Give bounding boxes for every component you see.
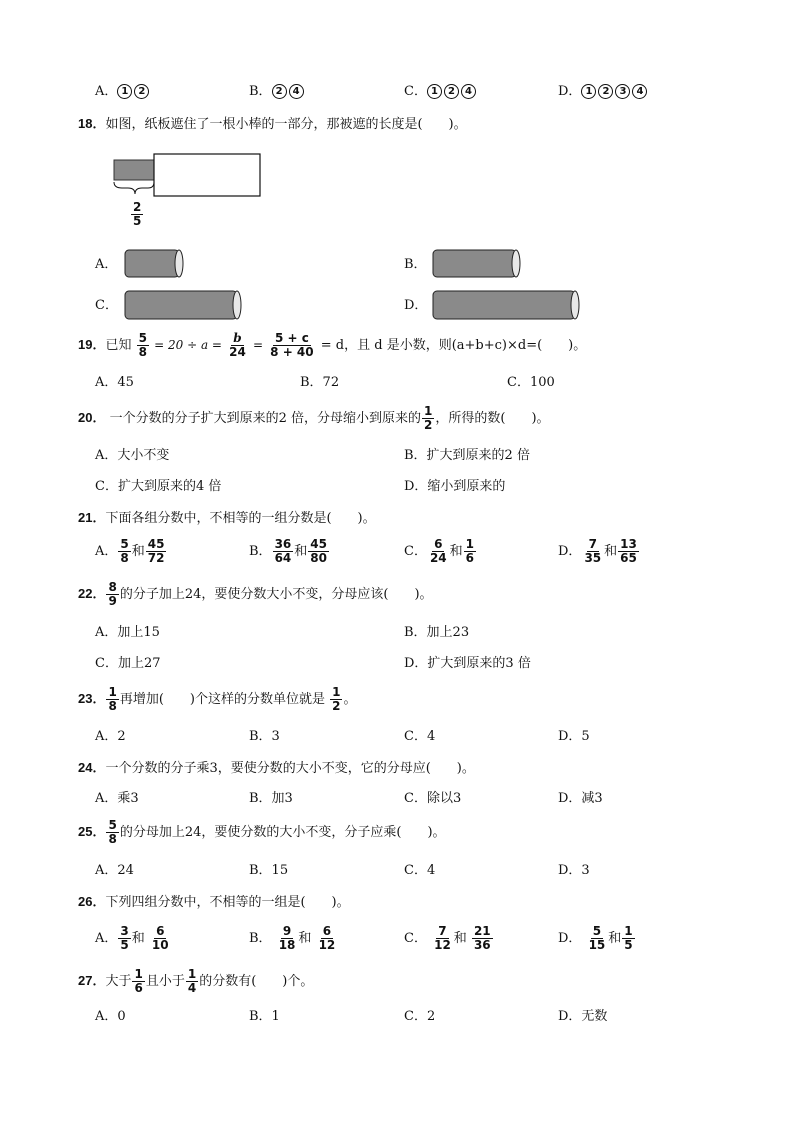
fraction: $\frac{5 + c}{8 + 40}$: [270, 331, 314, 359]
q20-option-c[interactable]: C．扩大到原来的4 倍: [95, 479, 222, 494]
q25-option-c[interactable]: C．4: [404, 863, 436, 878]
q27-option-c[interactable]: C．2: [404, 1009, 436, 1024]
q22-option-d[interactable]: D．扩大到原来的3 倍: [404, 656, 531, 671]
q26-option-b[interactable]: B． $\frac{9}{18}$ 和 $\frac{6}{12}$: [249, 924, 336, 952]
q19-stem: 19．已知 $\frac{5}{8}$ = 20 ÷ a = $\frac{b}{24}$ = $\frac{5 + c}{8 + 40}$ = d，且 d 是小数，则(a+b+c)×d=( )。: [78, 331, 587, 359]
q21-stem: 21．下面各组分数中，不相等的一组分数是( )。: [78, 510, 376, 526]
option-label: B．: [404, 257, 427, 272]
fraction: $\frac{1}{6}$: [134, 967, 143, 995]
q18-option-a-stick: [122, 247, 186, 281]
circled-number: 1: [581, 84, 596, 99]
q25-stem: 25． $\frac{5}{8}$ 的分母加上24，要使分数的大小不变，分子应乘( )。: [78, 818, 446, 846]
question-number: 22．: [78, 586, 106, 601]
option-label: D．: [558, 84, 582, 99]
option-label: D．: [404, 298, 428, 313]
circled-number: 1: [117, 84, 132, 99]
question-number: 19．: [78, 337, 106, 352]
fraction: $\frac{1}{2}$: [332, 685, 341, 713]
q18-option-c-stick: [122, 288, 246, 322]
q23-option-c[interactable]: C．4: [404, 729, 436, 744]
circled-number: 2: [272, 84, 287, 99]
question-number: 18．: [78, 116, 106, 131]
question-number: 27．: [78, 973, 106, 988]
q24-option-b[interactable]: B．加3: [249, 791, 293, 806]
q26-option-a[interactable]: A． $\frac{3}{5}$ 和 $\frac{6}{10}$: [95, 924, 169, 952]
q22-stem: 22． $\frac{8}{9}$ 的分子加上24，要使分数大小不变，分母应该( )。: [78, 580, 433, 608]
option-label: C．: [404, 84, 427, 99]
question-number: 21．: [78, 510, 106, 525]
circled-number: 4: [289, 84, 304, 99]
q17-option-a[interactable]: [95, 83, 151, 101]
q20-option-a[interactable]: A．大小不变: [95, 448, 170, 463]
q22-option-b[interactable]: B．加上23: [404, 625, 470, 640]
q24-option-a[interactable]: A．乘3: [95, 791, 139, 806]
q19-option-b[interactable]: B．72: [300, 375, 340, 390]
q17-option-b[interactable]: [249, 83, 306, 101]
circled-number: 2: [444, 84, 459, 99]
q24-stem: 24．一个分数的分子乘3，要使分数的大小不变，它的分母应( )。: [78, 760, 475, 776]
q24-option-c[interactable]: C．除以3: [404, 791, 462, 806]
question-text: 如图，纸板遮住了一根小棒的一部分，那被遮的长度是( )。: [105, 117, 467, 132]
circled-number: 2: [598, 84, 613, 99]
q27-option-d[interactable]: D．无数: [558, 1009, 608, 1024]
question-number: 26．: [78, 894, 106, 909]
q18-fraction-label: $\frac{2}{5}$: [133, 200, 142, 228]
q17-option-c[interactable]: [404, 83, 478, 101]
q23-option-b[interactable]: B．3: [249, 729, 280, 744]
question-number: 25．: [78, 824, 106, 839]
question-number: 20．: [78, 410, 106, 425]
q18-option-a[interactable]: [95, 256, 117, 274]
fraction: $\frac{1}{2}$: [424, 404, 433, 432]
q21-option-d[interactable]: D． $\frac{7}{35}$ 和 $\frac{13}{65}$: [558, 537, 637, 565]
question-number: 23．: [78, 691, 106, 706]
q25-option-a[interactable]: A．24: [95, 863, 134, 878]
q18-option-b[interactable]: [404, 256, 427, 274]
q22-option-a[interactable]: A．加上15: [95, 625, 160, 640]
q18-stem: [78, 115, 467, 134]
fraction: $\frac{1}{8}$: [108, 685, 117, 713]
q21-option-c[interactable]: C． $\frac{6}{24}$ 和 $\frac{1}{6}$: [404, 537, 475, 565]
q20-option-b[interactable]: B．扩大到原来的2 倍: [404, 448, 530, 463]
circled-number: 2: [134, 84, 149, 99]
option-label: C．: [95, 298, 118, 313]
q27-option-a[interactable]: A．0: [95, 1009, 126, 1024]
brace: [114, 182, 154, 194]
q18-option-d[interactable]: [404, 297, 427, 315]
q19-option-a[interactable]: A．45: [95, 375, 134, 390]
q22-option-c[interactable]: C．加上27: [95, 656, 161, 671]
circled-number: 1: [427, 84, 442, 99]
q18-option-c[interactable]: [95, 297, 118, 315]
option-label: B．: [249, 84, 272, 99]
q25-option-d[interactable]: D．3: [558, 863, 590, 878]
circled-number: 4: [632, 84, 647, 99]
fraction: $\frac{8}{9}$: [108, 580, 117, 608]
stick-visible-part: [114, 160, 156, 180]
q23-stem: 23． $\frac{1}{8}$ 再增加( )个这样的分数单位就是 $\frac{1}{2}$ 。: [78, 685, 357, 713]
circled-number: 3: [615, 84, 630, 99]
question-number: 24．: [78, 760, 106, 775]
q19-option-c[interactable]: C．100: [507, 375, 555, 390]
fraction: $\frac{1}{4}$: [187, 967, 197, 995]
q25-option-b[interactable]: B．15: [249, 863, 289, 878]
q27-option-b[interactable]: B．1: [249, 1009, 280, 1024]
circled-number: 4: [461, 84, 476, 99]
q20-option-d[interactable]: D．缩小到原来的: [404, 479, 506, 494]
q23-option-d[interactable]: D．5: [558, 729, 590, 744]
q27-stem: 27．大于 $\frac{1}{6}$ 且小于 $\frac{1}{4}$ 的分数有( )个。: [78, 967, 314, 995]
q21-option-a[interactable]: A． $\frac{5}{8}$ 和 $\frac{45}{72}$: [95, 537, 165, 565]
q26-stem: 26．下列四组分数中，不相等的一组是( )。: [78, 894, 350, 910]
q21-option-b[interactable]: B． $\frac{36}{64}$ 和 $\frac{45}{80}$: [249, 537, 327, 565]
cardboard: [154, 154, 260, 196]
option-label: A．: [95, 257, 118, 272]
q18-option-d-stick: [430, 288, 584, 322]
q24-option-d[interactable]: D．减3: [558, 791, 603, 806]
q26-option-d[interactable]: D． $\frac{5}{15}$ 和 $\frac{1}{5}$: [558, 924, 633, 952]
q18-option-b-stick: [430, 247, 524, 281]
fraction: $\frac{5}{8}$: [138, 331, 147, 359]
q17-option-d[interactable]: [558, 83, 649, 101]
q23-option-a[interactable]: A．2: [95, 729, 126, 744]
option-label: A．: [95, 84, 118, 99]
q26-option-c[interactable]: C． $\frac{7}{12}$ 和 $\frac{21}{36}$: [404, 924, 491, 952]
q20-stem: 20． 一个分数的分子扩大到原来的2 倍，分母缩小到原来的 $\frac{1}{2}$ ，所得的数( )。: [78, 404, 550, 432]
fraction: $\frac{5}{8}$: [108, 818, 117, 846]
fraction: $\frac{b}{24}$: [229, 331, 246, 359]
